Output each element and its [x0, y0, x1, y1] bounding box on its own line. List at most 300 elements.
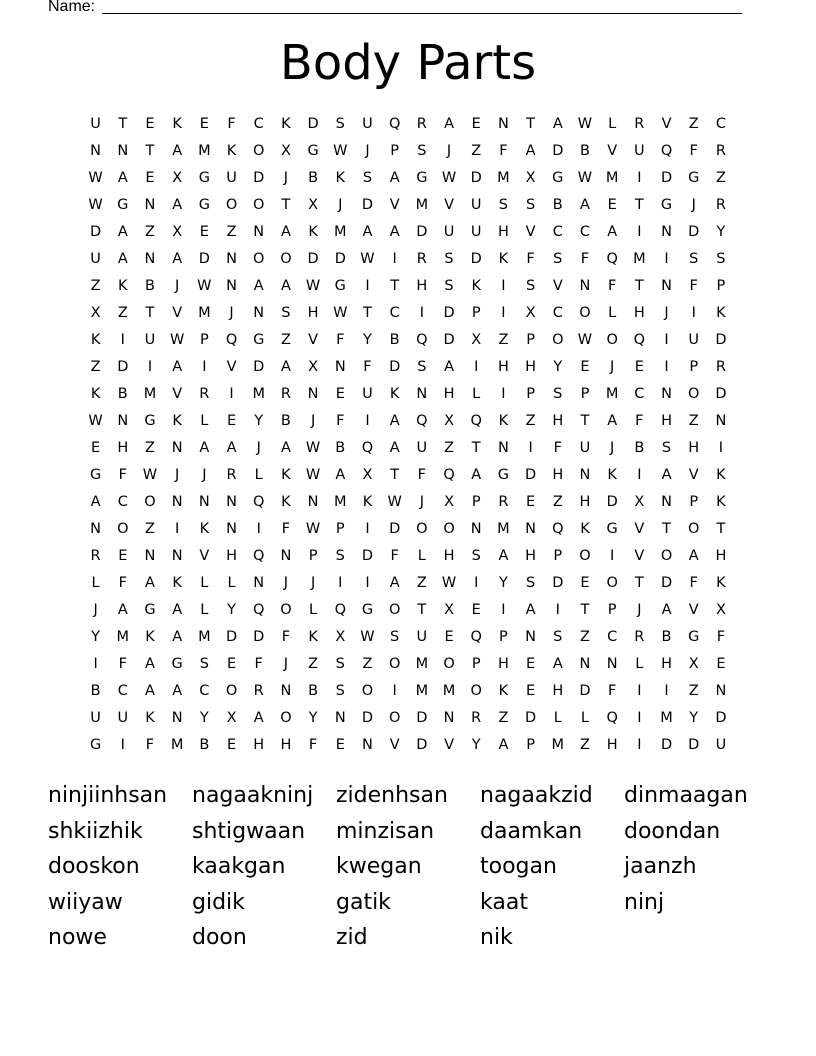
- grid-letter: P: [471, 305, 481, 321]
- grid-letter: U: [226, 170, 237, 186]
- grid-letter: M: [198, 629, 211, 645]
- grid-letter: W: [360, 629, 375, 645]
- grid-letter: R: [634, 116, 645, 132]
- grid-row: [82, 192, 742, 219]
- grid-letter: X: [172, 224, 183, 240]
- grid-letter: O: [225, 683, 238, 699]
- grid-letter: Y: [199, 710, 209, 726]
- grid-letter: L: [200, 413, 209, 429]
- grid-letter: O: [688, 521, 700, 537]
- grid-letter: E: [526, 494, 536, 510]
- grid-letter: I: [718, 440, 724, 456]
- grid-letter: J: [310, 413, 316, 429]
- grid-letter: T: [390, 467, 400, 483]
- grid-letter: C: [579, 224, 591, 240]
- grid-letter: T: [634, 278, 644, 294]
- grid-letter: A: [145, 575, 155, 591]
- grid-letter: R: [253, 683, 264, 699]
- grid-letter: A: [226, 440, 237, 456]
- grid-letter: W: [333, 305, 348, 321]
- grid-letter: S: [444, 278, 454, 294]
- grid-letter: F: [390, 548, 399, 564]
- grid-letter: G: [688, 629, 700, 645]
- grid-letter: F: [553, 440, 562, 456]
- grid-letter: V: [199, 548, 210, 564]
- grid-letter: J: [175, 278, 180, 294]
- grid-letter: G: [144, 413, 156, 429]
- grid-letter: F: [308, 737, 318, 753]
- grid-letter: V: [661, 116, 672, 132]
- grid-letter: F: [689, 278, 698, 294]
- grid-letter: F: [363, 359, 372, 375]
- grid-letter: P: [471, 656, 481, 672]
- grid-letter: R: [471, 710, 482, 726]
- grid-letter: M: [633, 251, 646, 267]
- grid-letter: W: [441, 575, 457, 591]
- grid-letter: M: [334, 494, 347, 510]
- grid-letter: X: [444, 413, 454, 429]
- grid-letter: A: [525, 602, 536, 618]
- grid-letter: X: [172, 170, 183, 186]
- grid-letter: D: [416, 710, 428, 726]
- grid-letter: F: [499, 143, 508, 159]
- grid-letter: A: [145, 683, 155, 699]
- word-list-item: nagaakninj: [192, 783, 314, 808]
- grid-letter: T: [281, 197, 291, 213]
- grid-letter: N: [661, 494, 672, 510]
- grid-letter: I: [637, 224, 642, 240]
- grid-letter: W: [197, 278, 212, 294]
- grid-letter: X: [335, 629, 346, 645]
- grid-letter: L: [608, 305, 617, 321]
- grid-letter: X: [471, 332, 482, 348]
- grid-letter: H: [497, 656, 509, 672]
- grid-letter: N: [90, 521, 102, 537]
- grid-letter: A: [280, 440, 291, 456]
- grid-letter: O: [579, 305, 591, 321]
- grid-letter: I: [528, 440, 533, 456]
- grid-letter: A: [661, 467, 672, 483]
- grid-letter: K: [226, 143, 237, 159]
- grid-letter: H: [497, 224, 509, 240]
- grid-letter: U: [416, 629, 428, 645]
- grid-letter: A: [607, 413, 618, 429]
- grid-letter: X: [362, 467, 373, 483]
- grid-letter: N: [579, 656, 591, 672]
- grid-letter: A: [172, 359, 183, 375]
- grid-letter: A: [498, 548, 509, 564]
- grid-row: [82, 273, 742, 300]
- grid-letter: T: [662, 521, 671, 537]
- grid-letter: O: [443, 656, 455, 672]
- grid-letter: R: [715, 143, 726, 159]
- grid-letter: G: [660, 197, 673, 213]
- grid-letter: N: [307, 494, 319, 510]
- grid-letter: C: [389, 305, 400, 321]
- grid-letter: A: [471, 467, 482, 483]
- grid-letter: P: [689, 359, 699, 375]
- grid-letter: E: [199, 116, 209, 132]
- grid-letter: O: [253, 197, 265, 213]
- grid-letter: K: [471, 278, 481, 294]
- word-list-item: kaakgan: [192, 854, 286, 879]
- grid-letter: J: [256, 440, 261, 456]
- grid-letter: R: [416, 116, 427, 132]
- grid-letter: E: [471, 602, 481, 618]
- grid-letter: J: [202, 467, 207, 483]
- grid-letter: M: [442, 683, 456, 699]
- grid-letter: K: [580, 521, 590, 537]
- grid-letter: I: [664, 359, 669, 375]
- grid-letter: K: [281, 116, 291, 132]
- grid-letter: N: [525, 629, 537, 645]
- grid-letter: R: [280, 386, 291, 402]
- grid-letter: M: [252, 386, 265, 402]
- grid-letter: I: [555, 602, 560, 618]
- grid-letter: E: [335, 737, 345, 753]
- grid-letter: A: [444, 116, 454, 132]
- grid-letter: D: [525, 467, 537, 483]
- grid-letter: S: [716, 251, 726, 267]
- grid-letter: M: [497, 521, 510, 537]
- grid-letter: P: [335, 521, 345, 537]
- grid-letter: N: [661, 386, 672, 402]
- grid-letter: N: [661, 224, 672, 240]
- grid-letter: Q: [633, 332, 646, 348]
- grid-letter: K: [607, 467, 617, 483]
- grid-letter: N: [144, 197, 156, 213]
- grid-letter: Z: [444, 440, 454, 456]
- grid-letter: S: [335, 116, 345, 132]
- grid-letter: S: [417, 359, 427, 375]
- grid-letter: S: [335, 683, 345, 699]
- grid-letter: M: [116, 629, 130, 645]
- grid-letter: O: [253, 251, 265, 267]
- grid-letter: W: [577, 332, 593, 348]
- grid-letter: D: [389, 359, 401, 375]
- grid-letter: E: [444, 629, 454, 645]
- grid-row: [82, 651, 742, 678]
- grid-letter: I: [419, 305, 424, 321]
- grid-letter: M: [551, 737, 565, 753]
- grid-letter: T: [471, 440, 481, 456]
- grid-letter: N: [443, 710, 455, 726]
- grid-letter: I: [256, 521, 261, 537]
- grid-letter: I: [474, 359, 479, 375]
- grid-letter: F: [118, 467, 127, 483]
- grid-letter: I: [664, 251, 669, 267]
- grid-letter: Z: [308, 656, 319, 672]
- grid-letter: B: [661, 629, 672, 645]
- grid-letter: R: [226, 467, 237, 483]
- grid-letter: P: [499, 629, 508, 645]
- name-field[interactable]: [48, 0, 742, 17]
- grid-letter: M: [415, 683, 429, 699]
- grid-letter: F: [336, 332, 345, 348]
- grid-letter: Z: [226, 224, 237, 240]
- grid-letter: O: [253, 143, 265, 159]
- page-title: Body Parts: [279, 35, 537, 91]
- grid-letter: F: [417, 467, 427, 483]
- word-list-item: doondan: [624, 818, 721, 844]
- grid-letter: F: [635, 413, 644, 429]
- grid-letter: H: [443, 548, 455, 564]
- grid-letter: H: [579, 494, 591, 510]
- grid-letter: P: [607, 602, 617, 618]
- grid-letter: E: [716, 656, 726, 672]
- grid-letter: F: [254, 656, 263, 672]
- grid-letter: X: [715, 602, 726, 618]
- grid-letter: K: [172, 575, 182, 591]
- word-list-item: doon: [192, 925, 247, 950]
- grid-letter: O: [606, 575, 618, 591]
- grid-letter: A: [389, 413, 400, 429]
- grid-letter: T: [145, 305, 155, 321]
- grid-letter: H: [552, 467, 564, 483]
- grid-letter: B: [308, 683, 319, 699]
- grid-letter: N: [198, 494, 210, 510]
- grid-letter: W: [88, 170, 103, 186]
- grid-letter: K: [172, 413, 182, 429]
- grid-letter: O: [470, 683, 482, 699]
- grid-letter: H: [525, 548, 537, 564]
- grid-letter: K: [335, 170, 346, 186]
- grid-letter: B: [199, 737, 210, 753]
- grid-letter: A: [90, 494, 101, 510]
- grid-letter: E: [526, 683, 536, 699]
- grid-letter: Z: [498, 332, 509, 348]
- grid-letter: M: [605, 170, 619, 186]
- grid-letter: O: [688, 386, 700, 402]
- grid-letter: J: [283, 170, 289, 186]
- grid-letter: A: [389, 440, 400, 456]
- grid-letter: D: [361, 548, 374, 564]
- grid-letter: N: [171, 710, 183, 726]
- grid-letter: D: [660, 737, 673, 753]
- grid-letter: E: [634, 359, 644, 375]
- grid-letter: I: [664, 332, 669, 348]
- grid-letter: S: [498, 197, 509, 213]
- grid-letter: D: [253, 170, 265, 186]
- grid-letter: F: [526, 251, 535, 267]
- grid-letter: N: [307, 386, 319, 402]
- name-underline: [102, 13, 742, 14]
- grid-letter: B: [634, 440, 645, 456]
- grid-letter: I: [365, 521, 370, 537]
- grid-letter: J: [691, 197, 696, 213]
- grid-letter: I: [365, 413, 370, 429]
- grid-letter: N: [253, 224, 265, 240]
- grid-letter: E: [145, 116, 155, 132]
- word-list-item: wiiyaw: [48, 889, 123, 915]
- grid-letter: Z: [416, 575, 427, 591]
- word-list-item: dooskon: [48, 854, 140, 879]
- word-list-item: kwegan: [336, 854, 422, 879]
- grid-letter: D: [307, 116, 319, 132]
- grid-letter: V: [172, 386, 183, 402]
- grid-letter: N: [144, 548, 156, 564]
- grid-letter: X: [444, 494, 454, 510]
- grid-letter: T: [634, 197, 644, 213]
- grid-row: [82, 165, 742, 192]
- grid-letter: D: [443, 305, 455, 321]
- grid-letter: W: [88, 197, 103, 213]
- grid-letter: A: [389, 575, 400, 591]
- grid-letter: G: [334, 278, 346, 294]
- grid-letter: V: [688, 602, 699, 618]
- grid-letter: M: [170, 737, 184, 753]
- grid-letter: E: [118, 548, 128, 564]
- grid-row: [82, 732, 742, 759]
- grid-letter: I: [691, 305, 696, 321]
- grid-letter: B: [144, 278, 155, 294]
- grid-letter: I: [392, 683, 397, 699]
- grid-letter: X: [90, 305, 101, 321]
- grid-letter: D: [579, 683, 591, 699]
- grid-letter: J: [664, 305, 669, 321]
- name-label: Name:: [48, 0, 96, 15]
- grid-letter: G: [253, 332, 265, 348]
- grid-row: [82, 462, 742, 489]
- grid-letter: N: [579, 278, 591, 294]
- grid-letter: N: [579, 467, 591, 483]
- grid-letter: F: [281, 629, 291, 645]
- grid-letter: J: [419, 494, 424, 510]
- grid-letter: T: [526, 116, 536, 132]
- grid-letter: P: [553, 548, 563, 564]
- grid-letter: I: [637, 170, 642, 186]
- grid-letter: V: [444, 737, 454, 753]
- grid-row: [82, 138, 742, 165]
- grid-letter: K: [172, 116, 182, 132]
- grid-letter: L: [417, 548, 426, 564]
- word-list-item: nik: [480, 925, 513, 950]
- grid-letter: E: [607, 197, 617, 213]
- grid-letter: N: [90, 143, 102, 159]
- grid-letter: T: [417, 602, 427, 618]
- grid-letter: A: [688, 548, 699, 564]
- grid-letter: S: [417, 143, 427, 159]
- grid-row: [82, 597, 742, 624]
- grid-letter: N: [226, 278, 237, 294]
- grid-letter: D: [389, 521, 401, 537]
- grid-letter: P: [526, 737, 535, 753]
- grid-letter: O: [552, 332, 564, 348]
- grid-letter: W: [387, 494, 402, 510]
- grid-letter: T: [580, 602, 590, 618]
- grid-letter: C: [552, 305, 563, 321]
- grid-letter: M: [605, 386, 619, 402]
- grid-letter: V: [308, 332, 319, 348]
- grid-letter: J: [365, 143, 370, 159]
- grid-letter: C: [253, 116, 264, 132]
- grid-letter: S: [553, 386, 563, 402]
- grid-letter: D: [307, 251, 319, 267]
- grid-letter: A: [172, 602, 183, 618]
- grid-letter: B: [280, 413, 291, 429]
- grid-letter: W: [305, 278, 321, 294]
- grid-letter: T: [580, 413, 590, 429]
- grid-letter: M: [334, 224, 347, 240]
- grid-letter: H: [552, 413, 564, 429]
- grid-letter: V: [552, 278, 563, 294]
- grid-letter: S: [335, 656, 345, 672]
- grid-letter: G: [89, 737, 102, 753]
- grid-letter: K: [199, 521, 210, 537]
- grid-letter: Z: [280, 332, 291, 348]
- grid-letter: O: [144, 494, 156, 510]
- grid-letter: P: [199, 332, 209, 348]
- grid-letter: D: [334, 251, 346, 267]
- grid-letter: A: [280, 359, 291, 375]
- grid-letter: F: [336, 413, 345, 429]
- grid-letter: Z: [90, 278, 101, 294]
- grid-row: [82, 246, 742, 273]
- grid-letter: B: [579, 143, 590, 159]
- grid-letter: V: [525, 224, 536, 240]
- grid-letter: A: [117, 602, 128, 618]
- grid-letter: K: [118, 278, 128, 294]
- grid-letter: B: [389, 332, 400, 348]
- word-list-item: daamkan: [480, 818, 583, 844]
- grid-letter: J: [637, 602, 642, 618]
- grid-letter: U: [688, 332, 700, 348]
- word-list-item: ninj: [624, 889, 665, 915]
- grid-letter: F: [580, 251, 590, 267]
- grid-letter: O: [280, 251, 292, 267]
- grid-letter: W: [333, 143, 348, 159]
- grid-letter: U: [362, 386, 373, 402]
- grid-letter: N: [253, 305, 265, 321]
- grid-letter: L: [254, 467, 263, 483]
- grid-letter: V: [389, 737, 400, 753]
- grid-letter: J: [175, 467, 180, 483]
- grid-letter: N: [497, 116, 509, 132]
- grid-row: [82, 354, 742, 381]
- grid-letter: N: [226, 251, 237, 267]
- grid-letter: M: [497, 170, 510, 186]
- grid-letter: T: [118, 116, 128, 132]
- grid-letter: G: [416, 170, 428, 186]
- grid-letter: O: [388, 656, 401, 672]
- grid-letter: H: [688, 440, 700, 456]
- grid-letter: Q: [552, 521, 564, 537]
- grid-letter: R: [416, 251, 427, 267]
- grid-letter: J: [229, 305, 234, 321]
- grid-letter: P: [716, 278, 726, 294]
- grid-letter: S: [335, 548, 345, 564]
- grid-letter: Y: [254, 413, 264, 429]
- grid-letter: D: [470, 251, 482, 267]
- grid-letter: G: [198, 170, 210, 186]
- grid-letter: X: [280, 143, 291, 159]
- grid-letter: Y: [227, 602, 236, 618]
- grid-letter: N: [253, 575, 265, 591]
- grid-letter: A: [172, 629, 183, 645]
- grid-letter: B: [335, 440, 346, 456]
- grid-letter: V: [634, 521, 645, 537]
- grid-letter: Z: [90, 359, 101, 375]
- grid-letter: A: [498, 737, 509, 753]
- grid-letter: L: [608, 116, 617, 132]
- grid-letter: E: [145, 170, 155, 186]
- grid-letter: H: [525, 359, 537, 375]
- word-list-item: ninjiinhsan: [48, 783, 168, 808]
- grid-letter: H: [280, 737, 292, 753]
- grid-letter: I: [120, 737, 125, 753]
- grid-letter: H: [416, 278, 428, 294]
- grid-letter: U: [90, 116, 101, 132]
